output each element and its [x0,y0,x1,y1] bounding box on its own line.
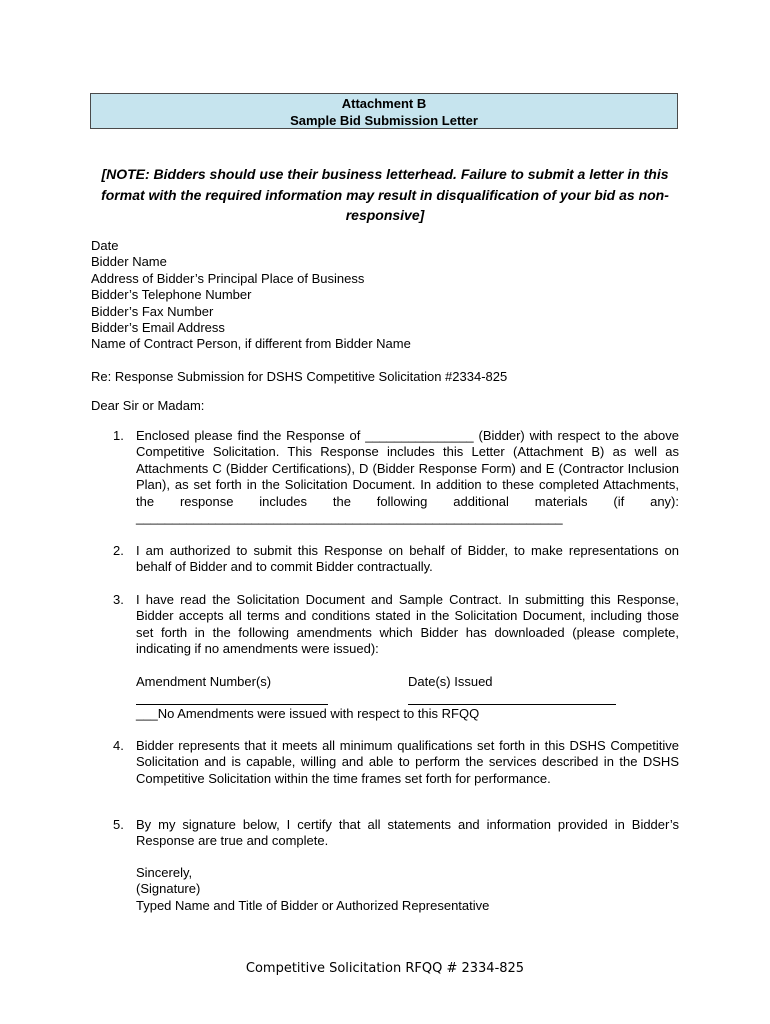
closing-signature: (Signature) [136,881,201,897]
list-item-number: 2. [113,543,124,558]
list-item-text: I have read the Solicitation Document and Sample Contract. In submitting this Response, Bidder accepts all terms and conditions stated in the Solicitation Document, including those set forth in the following amendments which Bidder has downloaded (please complete, indicating if no amendments were issued): [136,592,679,657]
letter-header-fields [91,238,411,353]
attachment-title: Attachment B [341,96,427,111]
list-item [113,543,679,576]
amendment-number-label: Amendment Number(s) [136,674,272,689]
list-item [113,428,679,526]
list-item-text: Bidder represents that it meets all minimum qualifications set forth in this DSHS Competitive Solicitation and is capable, willing and able to perform the services described in the DSHS Competitive Solicitation within the time frames set forth for performance. [136,738,679,786]
closing-sincerely: Sincerely, [136,865,193,880]
list-item-number: 1. [113,428,124,443]
attachment-title-box [90,93,678,129]
closing-typed-name: Typed Name and Title of Bidder or Authorized Representative [136,897,490,913]
letterhead-note: [NOTE: Bidders should use their business letterhead. Failure to submit a letter in this format with the required information may result in disqualification of your bid as non-responsive] [101,166,669,223]
field-address: Address of Bidder’s Principal Place of Business [91,270,365,286]
field-fax: Bidder’s Fax Number [91,303,214,319]
list-item-text: By my signature below, I certify that all statements and information provided in Bidder’s Response are true and complete. [136,817,679,849]
list-item-text: Enclosed please find the Response of _______________ (Bidder) with respect to the above Competitive Solicitation. This Response includes this Letter (Attachment B) as well as Attachments C (Bidder Certifications), D (Bidder Response Form) and E (Contractor Inclusion Plan), as set forth in the Solicitation Document. In addition to these completed Attachments, the response includes the following additional materials (if any): ___________________________________________________________ [136,428,679,526]
page-footer: Competitive Solicitation RFQQ # 2334-825 [245,961,525,976]
list-item-number: 4. [113,738,124,753]
amendment-number-blank [136,704,328,705]
list-item-number: 5. [113,817,124,832]
list-item [113,817,679,850]
field-date: Date [91,238,119,253]
list-item-text: I am authorized to submit this Response on behalf of Bidder, to make representations on behalf of Bidder and to commit Bidder contractually. [136,543,679,575]
field-bidder-name: Bidder Name [91,254,167,270]
field-contract-person: Name of Contract Person, if different from Bidder Name [91,336,411,352]
date-issued-label: Date(s) Issued [408,674,493,689]
list-item [113,738,679,787]
attachment-subtitle: Sample Bid Submission Letter [290,113,478,128]
field-telephone: Bidder’s Telephone Number [91,287,252,303]
salutation: Dear Sir or Madam: [91,398,205,413]
re-line: Re: Response Submission for DSHS Competitive Solicitation #2334-825 [91,369,508,384]
date-issued-blank [408,704,616,705]
field-email: Bidder’s Email Address [91,320,225,336]
list-item [113,592,679,658]
list-item-number: 3. [113,592,124,607]
no-amendments-line: ___No Amendments were issued with respect to this RFQQ [136,706,480,721]
closing-block [136,865,489,914]
